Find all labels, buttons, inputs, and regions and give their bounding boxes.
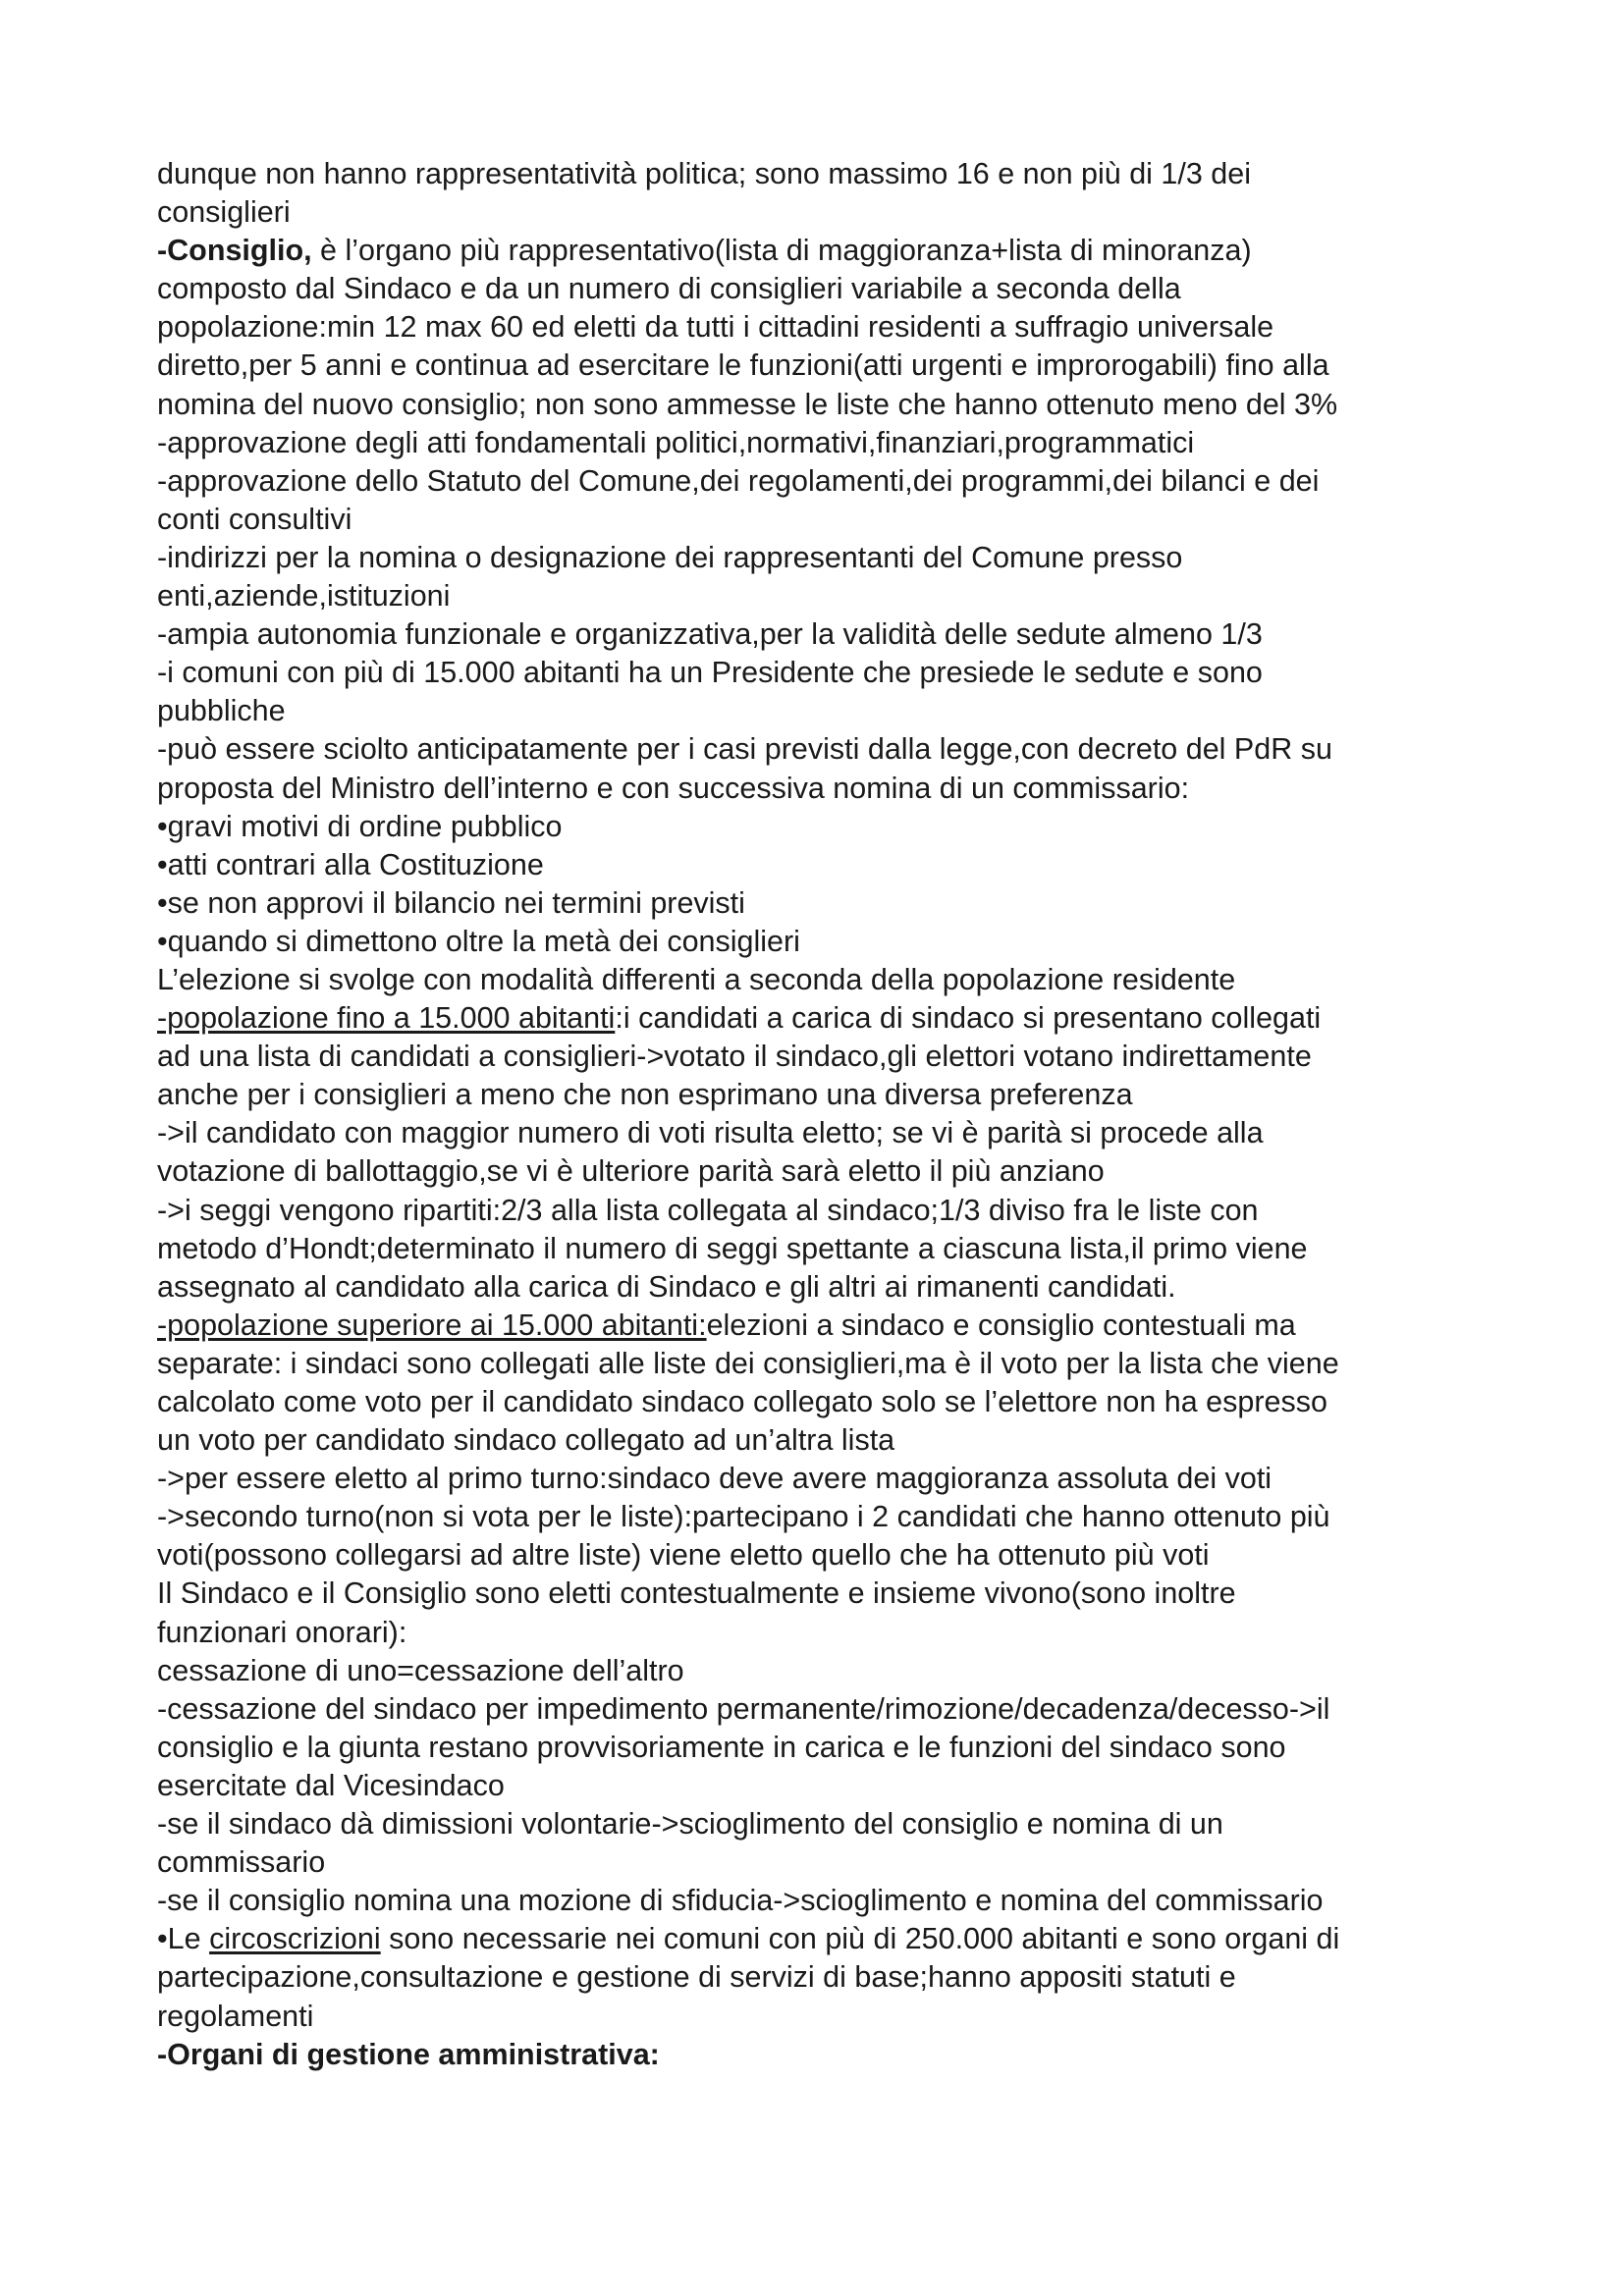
line-text: popolazione:min 12 max 60 ed eletti da tutti i cittadini residenti a suffragio universale [157, 310, 1274, 345]
text-line [157, 1690, 1473, 1729]
line-text: consiglieri [157, 195, 291, 230]
text-line [157, 193, 1473, 232]
text-line [157, 1767, 1473, 1805]
text-line [157, 615, 1473, 654]
text-line [157, 1460, 1473, 1498]
line-text: •atti contrari alla Costituzione [157, 847, 544, 881]
text-line [157, 577, 1473, 615]
text-line [157, 730, 1473, 769]
text-line [157, 1307, 1473, 1345]
text-line [157, 1920, 1473, 1958]
line-text: pubbliche [157, 694, 286, 728]
underlined-term: -popolazione superiore ai 15.000 abitanti: [157, 1308, 707, 1342]
text-line [157, 692, 1473, 730]
text-line [157, 1805, 1473, 1843]
text-line [157, 1998, 1473, 2036]
line-text: ->secondo turno(non si vota per le liste):partecipano i 2 candidati che hanno ottenuto più [157, 1500, 1330, 1534]
line-text: -approvazione dello Statuto del Comune,dei regolamenti,dei programmi,dei bilanci e dei [157, 463, 1320, 498]
underlined-term: circoscrizioni [209, 1922, 381, 1956]
line-text: :i candidati a carica di sindaco si presentano collegati [615, 1001, 1322, 1036]
text-line [157, 1575, 1473, 1613]
text-line [157, 1114, 1473, 1152]
line-text: separate: i sindaci sono collegati alle liste dei consiglieri,ma è il voto per la lista che viene [157, 1346, 1339, 1380]
line-text: nomina del nuovo consiglio; non sono ammesse le liste che hanno ottenuto meno del 3% [157, 387, 1338, 421]
line-text: -indirizzi per la nomina o designazione dei rappresentanti del Comune presso [157, 540, 1183, 574]
line-text: composto dal Sindaco e da un numero di consiglieri variabile a seconda della [157, 272, 1181, 306]
line-text: •se non approvi il bilancio nei termini previsti [157, 885, 745, 920]
line-text: L’elezione si svolge con modalità differenti a seconda della popolazione residente [157, 962, 1236, 996]
line-text: •Le [157, 1922, 210, 1956]
line-text: calcolato come voto per il candidato sindaco collegato solo se l’elettore non ha espresso [157, 1385, 1327, 1418]
text-line [157, 884, 1473, 923]
line-text: regolamenti [157, 1999, 314, 2033]
line-text: -se il consiglio nomina una mozione di sfiducia->scioglimento e nomina del commissario [157, 1884, 1324, 1918]
text-line [157, 347, 1473, 385]
line-text: -cessazione del sindaco per impedimento permanente/rimozione/decadenza/decesso->il [157, 1691, 1330, 1726]
text-line [157, 1536, 1473, 1575]
line-text: è l’organo più rappresentativo(lista di maggioranza+lista di minoranza) [311, 234, 1252, 268]
line-text: funzionari onorari): [157, 1615, 407, 1649]
text-line [157, 770, 1473, 808]
text-line [157, 155, 1473, 193]
text-line [157, 462, 1473, 501]
line-text: Il Sindaco e il Consiglio sono eletti contestualmente e insieme vivono(sono inoltre [157, 1576, 1236, 1611]
document-page [157, 155, 1473, 2074]
line-text: •gravi motivi di ordine pubblico [157, 809, 563, 843]
line-text: -può essere sciolto anticipatamente per i casi previsti dalla legge,con decreto del PdR su [157, 732, 1332, 767]
text-line [157, 1843, 1473, 1882]
text-line [157, 1383, 1473, 1421]
text-line [157, 654, 1473, 692]
line-text: cessazione di uno=cessazione dell’altro [157, 1653, 684, 1687]
text-line [157, 1652, 1473, 1690]
text-line [157, 1729, 1473, 1767]
line-text: partecipazione,consultazione e gestione di servizi di base;hanno appositi statuti e [157, 1960, 1236, 1995]
line-text: elezioni a sindaco e consiglio contestuali ma [706, 1308, 1296, 1342]
line-text: conti consultivi [157, 502, 352, 536]
line-text: anche per i consiglieri a meno che non esprimano una diversa preferenza [157, 1078, 1133, 1112]
text-line [157, 1958, 1473, 1997]
line-text: enti,aziende,istituzioni [157, 579, 451, 614]
line-text: metodo d’Hondt;determinato il numero di seggi spettante a ciascuna lista,il primo viene [157, 1231, 1308, 1265]
text-line [157, 1882, 1473, 1920]
line-text: voti(possono collegarsi ad altre liste) viene eletto quello che ha ottenuto più voti [157, 1538, 1210, 1573]
line-text: ad una lista di candidati a consiglieri->votato il sindaco,gli elettori votano indirettamente [157, 1040, 1312, 1074]
underlined-term: -popolazione fino a 15.000 abitanti [157, 1001, 616, 1036]
text-line [157, 1038, 1473, 1076]
bold-heading: -Consiglio, [157, 234, 312, 268]
line-text: •quando si dimettono oltre la metà dei consiglieri [157, 924, 800, 958]
text-line [157, 501, 1473, 539]
text-line [157, 539, 1473, 577]
text-line [157, 1421, 1473, 1460]
text-line [157, 1192, 1473, 1230]
text-line [157, 2036, 1473, 2074]
text-line [157, 386, 1473, 424]
line-text: -approvazione degli atti fondamentali politici,normativi,finanziari,programmatici [157, 425, 1195, 459]
line-text: sono necessarie nei comuni con più di 250.000 abitanti e sono organi di [380, 1922, 1340, 1956]
text-line [157, 808, 1473, 846]
text-line [157, 999, 1473, 1038]
line-text: ->il candidato con maggior numero di voti risulta eletto; se vi è parità si procede alla [157, 1116, 1264, 1150]
text-line [157, 1345, 1473, 1383]
line-text: -se il sindaco dà dimissioni volontarie->scioglimento del consiglio e nomina di un [157, 1807, 1223, 1842]
text-line [157, 1614, 1473, 1652]
text-line [157, 1076, 1473, 1114]
text-line [157, 1152, 1473, 1191]
line-text: proposta del Ministro dell’interno e con successiva nomina di un commissario: [157, 771, 1190, 805]
line-text: diretto,per 5 anni e continua ad esercitare le funzioni(atti urgenti e improrogabili) fino alla [157, 348, 1329, 383]
text-line [157, 270, 1473, 308]
text-line [157, 1230, 1473, 1268]
text-line [157, 961, 1473, 999]
line-text: esercitate dal Vicesindaco [157, 1768, 505, 1802]
line-text: assegnato al candidato alla carica di Sindaco e gli altri ai rimanenti candidati. [157, 1269, 1176, 1304]
line-text: ->i seggi vengono ripartiti:2/3 alla lista collegata al sindaco;1/3 diviso fra le liste con [157, 1193, 1259, 1227]
line-text: dunque non hanno rappresentatività politica; sono massimo 16 e non più di 1/3 dei [157, 157, 1252, 190]
line-text: consiglio e la giunta restano provvisoriamente in carica e le funzioni del sindaco sono [157, 1730, 1286, 1764]
text-line [157, 232, 1473, 270]
line-text: commissario [157, 1845, 326, 1880]
line-text: -ampia autonomia funzionale e organizzativa,per la validità delle sedute almeno 1/3 [157, 617, 1263, 652]
text-line [157, 308, 1473, 347]
text-line [157, 424, 1473, 462]
line-text: un voto per candidato sindaco collegato ad un’altra lista [157, 1423, 895, 1458]
text-line [157, 846, 1473, 884]
text-line [157, 923, 1473, 961]
line-text: votazione di ballottaggio,se vi è ulteriore parità sarà eletto il più anziano [157, 1154, 1105, 1189]
text-line [157, 1268, 1473, 1307]
line-text: -i comuni con più di 15.000 abitanti ha un Presidente che presiede le sedute e sono [157, 656, 1263, 690]
bold-heading: -Organi di gestione amministrativa: [157, 2037, 660, 2071]
text-line [157, 1498, 1473, 1536]
line-text: ->per essere eletto al primo turno:sindaco deve avere maggioranza assoluta dei voti [157, 1462, 1272, 1496]
